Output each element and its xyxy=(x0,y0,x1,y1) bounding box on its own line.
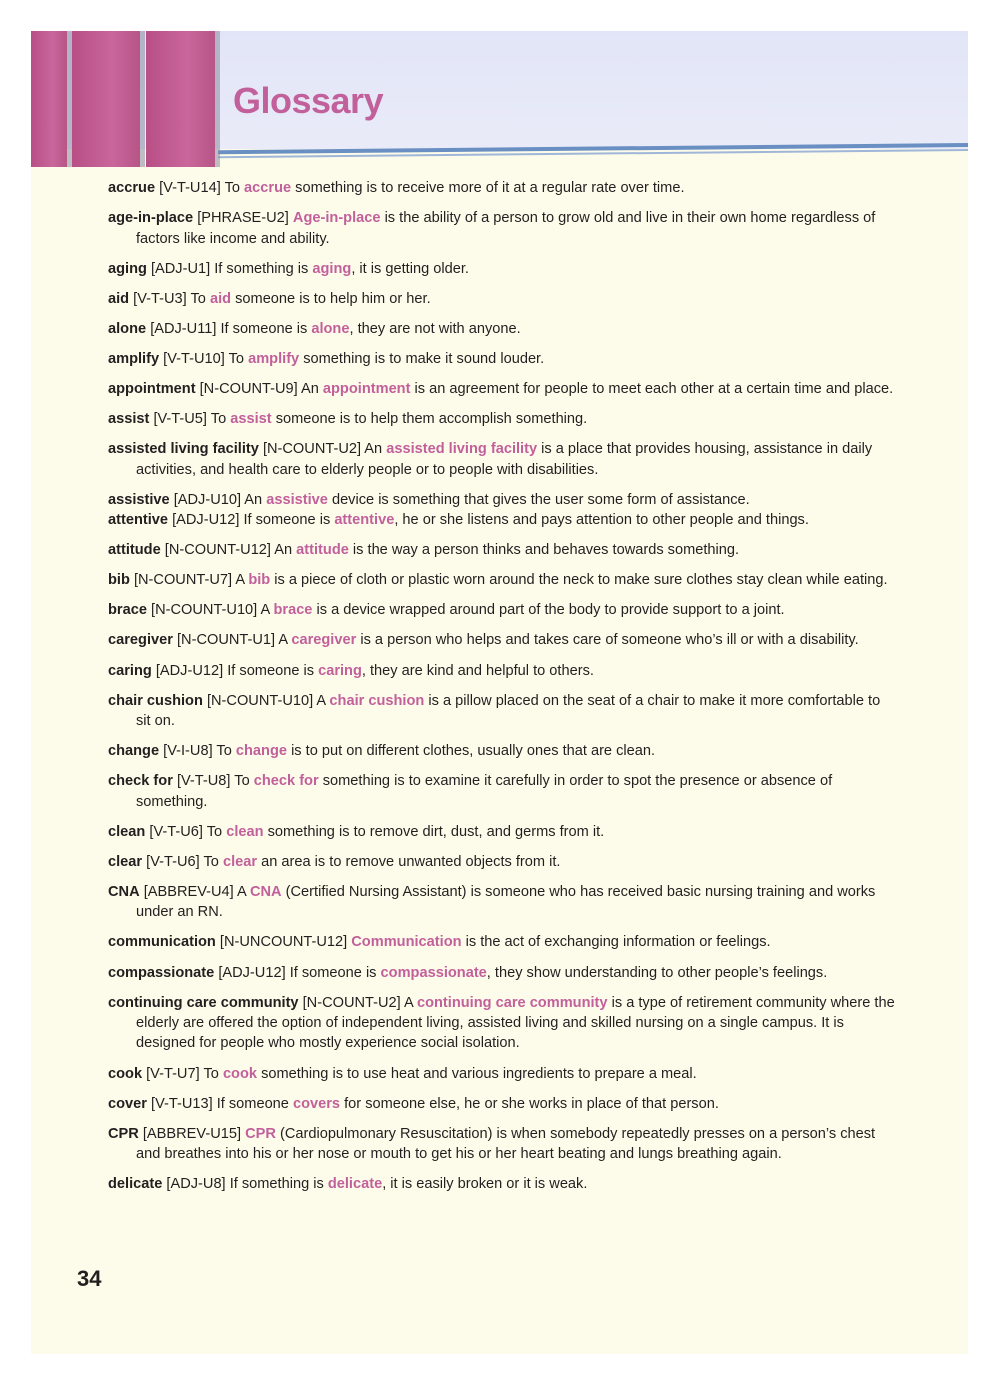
entry-text: To xyxy=(203,1065,219,1082)
glossary-entry xyxy=(108,319,898,339)
entry-tag: [ADJ-U12] xyxy=(218,964,286,981)
entry-tag: [N-COUNT-U2] xyxy=(302,994,401,1011)
glossary-entry xyxy=(108,963,898,983)
entry-highlight: brace xyxy=(273,602,313,619)
entry-text: A xyxy=(403,994,413,1011)
entry-tag: [ADJ-U12] xyxy=(172,512,240,529)
glossary-entry xyxy=(108,379,898,399)
entry-tag: [PHRASE-U2] xyxy=(197,210,289,227)
entry-highlight: bib xyxy=(248,572,271,589)
entry-text: To xyxy=(234,773,250,790)
entry-text: To xyxy=(228,350,245,367)
entry-tag: [N-COUNT-U7] xyxy=(133,572,233,589)
entry-term: brace xyxy=(108,602,147,619)
entry-highlight: clean xyxy=(226,823,264,840)
entry-term: attitude xyxy=(108,542,161,559)
entry-text: An xyxy=(244,491,263,508)
entry-highlight: assisted living facility xyxy=(386,441,538,458)
entry-text: is the ability of a person to grow old and live in their own home regardless of factors like income and ability. xyxy=(136,210,876,247)
entry-term: chair cushion xyxy=(108,692,203,709)
entry-text: A xyxy=(236,883,246,900)
entry-tag: [N-COUNT-U9] xyxy=(199,380,298,397)
entry-term: aging xyxy=(108,260,147,277)
entry-text: To xyxy=(216,743,232,760)
entry-highlight: CPR xyxy=(245,1125,276,1142)
glossary-entry xyxy=(108,600,898,620)
entry-tag: [ADJ-U11] xyxy=(150,320,217,337)
glossary-entry xyxy=(108,409,898,429)
glossary-entry xyxy=(108,741,898,761)
entry-text: A xyxy=(235,572,245,589)
entry-tag: [ABBREV-U15] xyxy=(142,1125,242,1142)
entry-text: If something is xyxy=(214,260,309,277)
entry-text: A xyxy=(278,632,288,649)
glossary-entry xyxy=(108,289,898,309)
entry-text: someone is to help him or her. xyxy=(235,290,431,307)
entry-text: To xyxy=(190,290,206,307)
entry-text: for someone else, he or she works in place of that person. xyxy=(344,1095,719,1112)
entry-highlight: covers xyxy=(292,1095,341,1112)
entry-tag: [V-T-U6] xyxy=(149,823,203,840)
entry-highlight: cook xyxy=(222,1065,257,1082)
entry-text: An xyxy=(364,441,383,458)
entry-term: continuing care community xyxy=(108,994,299,1011)
entry-term: caring xyxy=(108,662,152,679)
entry-text: To xyxy=(224,180,240,196)
entry-tag: [V-T-U13] xyxy=(151,1095,213,1112)
page-number: 34 xyxy=(77,1266,102,1291)
entry-highlight: caring xyxy=(318,662,362,679)
tab-shadow xyxy=(215,31,220,167)
entry-term: cover xyxy=(108,1095,147,1112)
glossary-entry xyxy=(108,661,898,681)
entry-tag: [ADJ-U1] xyxy=(150,260,211,277)
entry-highlight: change xyxy=(235,743,287,760)
entry-text: is a place that provides housing, assistance in daily activities, and health care to elderly people or to people with disabilities. xyxy=(136,441,873,478)
glossary-entry xyxy=(108,178,898,198)
entry-text: A xyxy=(260,602,270,619)
entry-tag: [N-COUNT-U12] xyxy=(164,542,271,559)
entry-highlight: assistive xyxy=(266,491,328,508)
entry-term: cook xyxy=(108,1065,143,1082)
glossary-entry xyxy=(108,822,898,842)
entry-term: attentive xyxy=(108,512,169,529)
entry-highlight: accrue xyxy=(244,180,292,196)
entry-term: age-in-place xyxy=(108,210,194,227)
entry-tag: [ADJ-U8] xyxy=(166,1176,226,1193)
entry-text: is to put on different clothes, usually ones that are clean. xyxy=(291,743,656,760)
entry-term: amplify xyxy=(108,350,160,367)
entry-text: If someone is xyxy=(220,320,308,337)
entry-term: caregiver xyxy=(108,632,173,649)
entry-term: clear xyxy=(108,853,143,870)
entry-tag: [ADJ-U10] xyxy=(173,491,242,508)
entry-tag: [V-I-U8] xyxy=(163,743,213,760)
entry-text: is the act of exchanging information or feelings. xyxy=(465,934,771,951)
page-title: Glossary xyxy=(233,80,384,121)
entry-term: delicate xyxy=(108,1176,163,1193)
entry-highlight: CNA xyxy=(249,883,282,900)
entry-highlight: appointment xyxy=(322,380,411,397)
entry-text: , they are not with anyone. xyxy=(349,320,521,337)
entry-text: (Certified Nursing Assistant) is someone who has received basic nursing training and works under an RN. xyxy=(136,883,876,921)
entry-text: an area is to remove unwanted objects from it. xyxy=(261,853,561,870)
entry-tag: [ABBREV-U4] xyxy=(143,883,234,900)
decorative-tab xyxy=(72,31,140,167)
entry-highlight: check for xyxy=(253,773,319,790)
entry-text: A xyxy=(316,692,326,709)
entry-text: is the way a person thinks and behaves towards something. xyxy=(352,542,740,559)
glossary-entry xyxy=(108,882,898,923)
entry-highlight: assist xyxy=(230,411,272,428)
glossary-entry xyxy=(108,570,898,590)
entry-text: is an agreement for people to meet each other at a certain time and place. xyxy=(414,380,894,397)
entry-term: communication xyxy=(108,934,216,951)
glossary-entry xyxy=(108,993,898,1054)
entry-term: compassionate xyxy=(108,964,215,981)
glossary-entry xyxy=(108,540,898,560)
entry-highlight: clear xyxy=(222,853,258,870)
tab-shadow xyxy=(140,31,145,167)
entry-text: If someone is xyxy=(243,512,331,529)
entry-highlight: aging xyxy=(312,260,352,277)
entry-highlight: caregiver xyxy=(291,632,357,649)
entry-term: appointment xyxy=(108,380,196,397)
glossary-entry xyxy=(108,490,898,510)
entry-text: something is to examine it carefully in order to spot the presence or absence of something. xyxy=(136,773,833,810)
entry-text: An xyxy=(300,380,319,397)
entry-term: assistive xyxy=(108,491,170,508)
entry-text: An xyxy=(274,542,293,559)
glossary-entry xyxy=(108,630,898,650)
entry-text: is a pillow placed on the seat of a chair to make it more comfortable to sit on. xyxy=(136,692,881,730)
entry-term: CPR xyxy=(108,1125,139,1142)
glossary-entry xyxy=(108,349,898,369)
entry-text: If someone is xyxy=(289,964,377,981)
entry-tag: [V-T-U10] xyxy=(163,350,225,367)
glossary-entry xyxy=(108,510,898,530)
entry-highlight: amplify xyxy=(248,350,300,367)
entry-term: CNA xyxy=(108,883,140,900)
entry-tag: [V-T-U8] xyxy=(176,773,231,790)
entry-term: check for xyxy=(108,773,173,790)
entry-text: something is to receive more of it at a regular rate over time. xyxy=(295,180,685,196)
entry-tag: [V-T-U5] xyxy=(153,411,207,428)
entry-tag: [N-COUNT-U1] xyxy=(176,632,276,649)
entry-tag: [ADJ-U12] xyxy=(155,662,224,679)
entry-text: , they are kind and helpful to others. xyxy=(361,662,594,679)
entry-text: , he or she listens and pays attention to other people and things. xyxy=(394,512,809,529)
glossary-entry xyxy=(108,1064,898,1084)
decorative-tab xyxy=(146,31,215,167)
entry-text: (Cardiopulmonary Resuscitation) is when somebody repeatedly presses on a person’s chest and breathes into his or her nose or mouth to get his or her heart beating and lungs breathing again. xyxy=(136,1125,876,1163)
glossary-list xyxy=(108,178,898,1204)
glossary-entry xyxy=(108,439,898,480)
entry-tag: [N-COUNT-U10] xyxy=(151,602,258,619)
entry-text: is a type of retirement community where the elderly are offered the option of independent living, assisted living and skilled nursing on a single campus. It is designed for people who mostly experience social isolation. xyxy=(136,994,895,1052)
entry-text: If someone is xyxy=(227,662,315,679)
entry-term: bib xyxy=(108,572,130,589)
entry-text: something is to use heat and various ingredients to prepare a meal. xyxy=(261,1065,697,1082)
entry-term: assist xyxy=(108,411,150,428)
glossary-entry xyxy=(108,208,898,249)
glossary-entry xyxy=(108,852,898,872)
entry-term: alone xyxy=(108,320,147,337)
entry-highlight: attentive xyxy=(334,512,395,529)
glossary-entry xyxy=(108,259,898,279)
entry-text: device is something that gives the user some form of assistance. xyxy=(331,491,750,508)
entry-text: someone is to help them accomplish something. xyxy=(275,411,588,428)
entry-term: aid xyxy=(108,290,130,307)
entry-highlight: delicate xyxy=(327,1176,383,1193)
entry-text: , it is getting older. xyxy=(351,260,469,277)
entry-text: To xyxy=(203,853,219,870)
entry-text: something is to remove dirt, dust, and germs from it. xyxy=(267,823,605,840)
glossary-entry xyxy=(108,932,898,952)
glossary-entry xyxy=(108,771,898,812)
entry-highlight: Age-in-place xyxy=(292,210,381,227)
entry-text: is a device wrapped around part of the body to provide support to a joint. xyxy=(316,602,785,619)
entry-highlight: aid xyxy=(209,290,232,307)
entry-text: is a piece of cloth or plastic worn around the neck to make sure clothes stay clean while eating. xyxy=(274,572,888,589)
entry-tag: [V-T-U7] xyxy=(146,1065,200,1082)
entry-text: , it is easily broken or it is weak. xyxy=(382,1176,588,1193)
entry-term: change xyxy=(108,743,160,760)
glossary-entry xyxy=(108,1124,898,1165)
entry-highlight: Communication xyxy=(351,934,462,951)
glossary-entry xyxy=(108,691,898,732)
entry-text: is a person who helps and takes care of someone who’s ill or with a disability. xyxy=(360,632,859,649)
entry-text: , they show understanding to other people’s feelings. xyxy=(486,964,828,981)
entry-tag: [V-T-U14] xyxy=(159,180,221,196)
entry-text: To xyxy=(206,823,223,840)
entry-tag: [N-UNCOUNT-U12] xyxy=(219,934,348,951)
entry-term: accrue xyxy=(108,180,156,196)
glossary-entry xyxy=(108,1094,898,1114)
entry-tag: [N-COUNT-U2] xyxy=(262,441,362,458)
entry-text: If something is xyxy=(229,1176,324,1193)
glossary-entry xyxy=(108,1174,898,1194)
entry-tag: [V-T-U6] xyxy=(146,853,200,870)
entry-term: assisted living facility xyxy=(108,441,259,458)
entry-text: To xyxy=(210,411,227,428)
entry-highlight: attitude xyxy=(296,542,349,559)
entry-tag: [N-COUNT-U10] xyxy=(206,692,314,709)
entry-text: If someone xyxy=(216,1095,289,1112)
entry-highlight: continuing care community xyxy=(416,994,608,1011)
decorative-tab xyxy=(31,31,67,167)
entry-highlight: alone xyxy=(311,320,350,337)
entry-tag: [V-T-U3] xyxy=(133,290,187,307)
entry-term: clean xyxy=(108,823,146,840)
entry-highlight: chair cushion xyxy=(329,692,425,709)
entry-text: something is to make it sound louder. xyxy=(303,350,545,367)
entry-highlight: compassionate xyxy=(380,964,487,981)
